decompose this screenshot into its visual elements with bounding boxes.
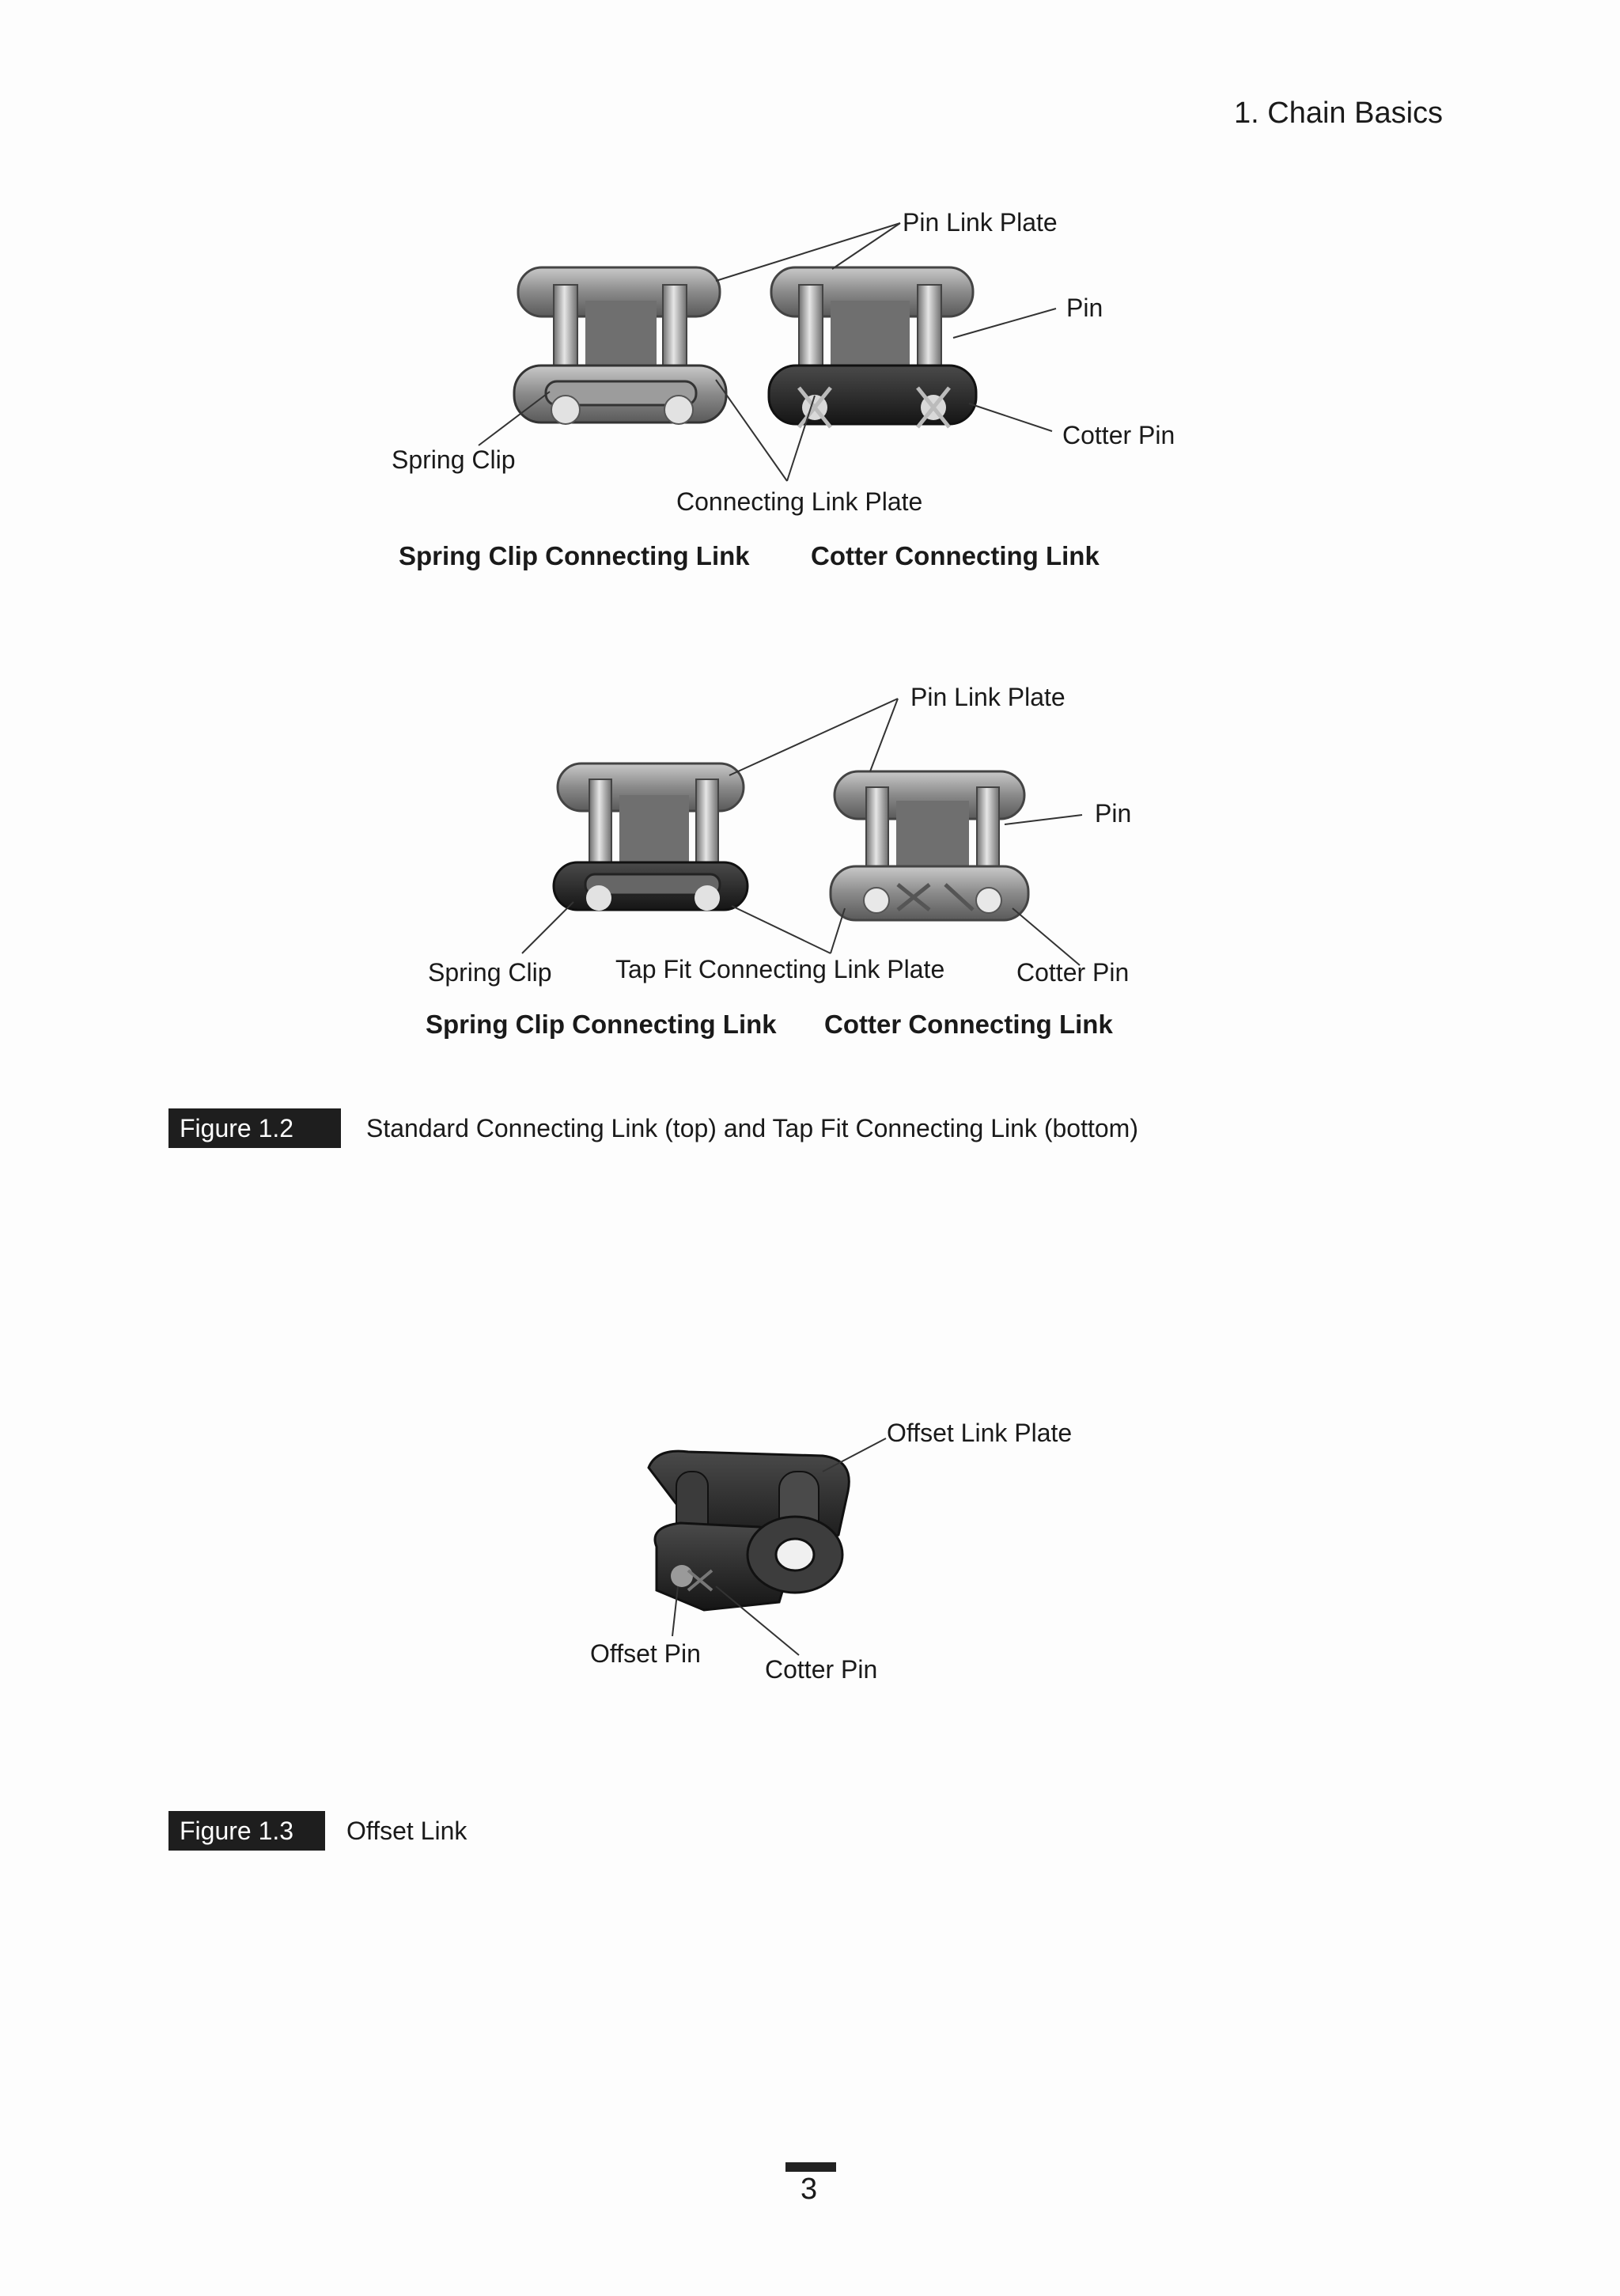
cotter-pin-label-top: Cotter Pin [1062,421,1175,449]
connecting-link-plate-label: Connecting Link Plate [676,487,923,516]
cotter-pin-label-bottom: Cotter Pin [1016,958,1130,987]
cotter-link-image-top [769,267,976,427]
cotter-link-title-top: Cotter Connecting Link [811,541,1100,570]
figure-label-1-2: Figure 1.2 [168,1108,341,1148]
figure-caption-1-3: Offset Link [346,1817,467,1845]
spring-clip-label-top: Spring Clip [392,445,516,474]
page-number: 3 [801,2173,818,2206]
spring-clip-link-title-top: Spring Clip Connecting Link [399,541,750,570]
cotter-link-image-bottom [831,771,1028,920]
pin-link-plate-label-bottom: Pin Link Plate [910,683,1065,711]
pin-label-top: Pin [1066,294,1103,322]
offset-pin-label: Offset Pin [590,1639,701,1668]
cotter-link-title-bottom: Cotter Connecting Link [824,1010,1113,1039]
pin-link-plate-label-top: Pin Link Plate [903,208,1058,237]
section-title: 1. Chain Basics [1234,97,1444,130]
figure-caption-1-2: Standard Connecting Link (top) and Tap Fit Connecting Link (bottom) [366,1114,1138,1142]
figure-label-1-3: Figure 1.3 [168,1811,325,1851]
spring-clip-link-image-top [514,267,726,424]
spring-clip-link-title-bottom: Spring Clip Connecting Link [426,1010,777,1039]
tap-fit-plate-label: Tap Fit Connecting Link Plate [615,955,945,983]
pin-label-bottom: Pin [1095,799,1132,828]
offset-link-plate-label: Offset Link Plate [887,1419,1073,1447]
spring-clip-label-bottom: Spring Clip [428,958,552,987]
cotter-pin-label-offset: Cotter Pin [765,1655,878,1684]
offset-link-image [649,1451,849,1610]
spring-clip-link-image-bottom [554,763,748,911]
